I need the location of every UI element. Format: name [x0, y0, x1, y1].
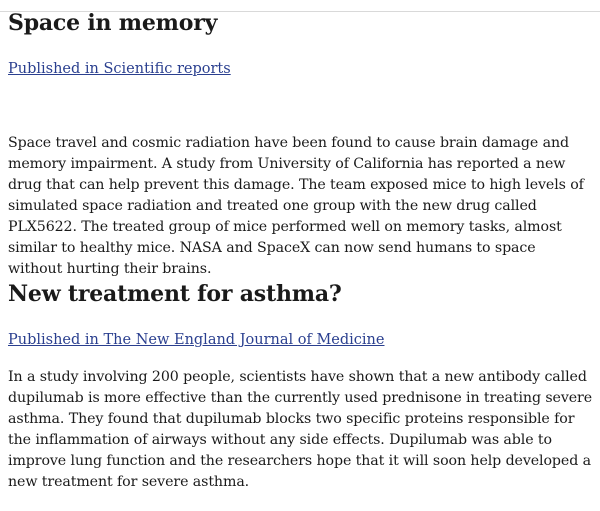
- article-space-in-memory: [8, 9, 594, 277]
- article-title: New treatment for asthma?: [8, 281, 342, 307]
- source-link[interactable]: Published in The New England Journal of Medicine: [8, 332, 385, 348]
- source-link[interactable]: Published in Scientific reports: [8, 61, 231, 77]
- article-title: Space in memory: [8, 10, 218, 36]
- article-new-treatment-for-asthma: [8, 280, 594, 490]
- article-body: In a study involving 200 people, scientists have shown that a new antibody called dupilumab is more effective than the currently used prednisone in treating severe asthma. They found that dupilumab blocks two specific proteins responsible for the inflammation of airways without any side effects. Dupilumab was able to improve lung function and the researchers hope that it will soon help developed a new treatment for severe asthma.: [8, 369, 593, 490]
- article-body: Space travel and cosmic radiation have been found to cause brain damage and memory impairment. A study from University of California has reported a new drug that can help prevent this damage. The team exposed mice to high levels of simulated space radiation and treated one group with the new drug called PLX5622. The treated group of mice performed well on memory tasks, almost similar to healthy mice. NASA and SpaceX can now send humans to space without hurting their brains.: [8, 135, 584, 277]
